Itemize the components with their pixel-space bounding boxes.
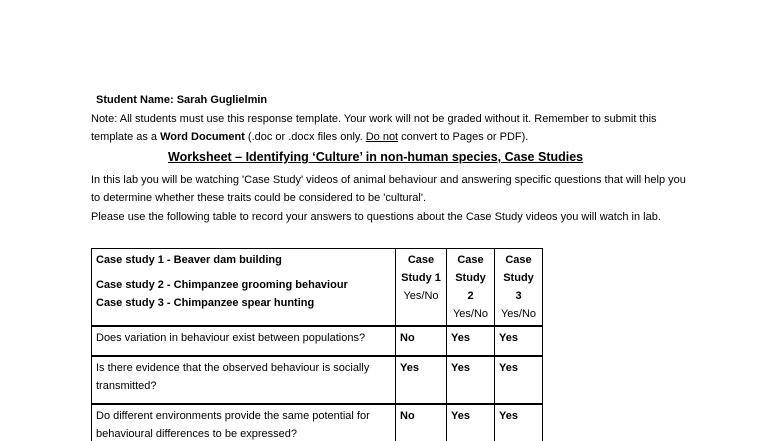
note-do-not: Do not — [365, 131, 399, 143]
column-header-case-study-1 — [396, 249, 447, 327]
column-header-text: Case — [457, 254, 484, 266]
intro-line-1: In this lab you will be watching 'Case Study' videos of animal behaviour and answering specific questions that will help you — [91, 174, 686, 186]
table-header-row — [92, 249, 543, 327]
answer-cell[interactable]: Yes — [396, 356, 447, 404]
note-prefix: template as a — [91, 131, 161, 143]
question-text-continued: transmitted? — [96, 380, 157, 392]
question-cell — [92, 356, 396, 404]
note-mid: (.doc or .docx files only. — [244, 131, 366, 143]
column-header-text: Study 3 — [503, 272, 534, 302]
column-header-subtext: Yes/No — [452, 308, 489, 320]
student-name-value: Sarah Guglielmin — [176, 94, 268, 106]
answer-cell[interactable]: No — [396, 326, 447, 356]
answer-cell[interactable]: Yes — [447, 326, 495, 356]
column-header-subtext: Yes/No — [500, 308, 537, 320]
note-line-2 — [91, 130, 528, 144]
question-text-continued: behavioural differences to be expressed? — [96, 428, 297, 440]
column-header-case-study-3 — [495, 249, 543, 327]
note-word-document: Word Document — [160, 131, 245, 143]
answer-cell[interactable]: Yes — [495, 356, 543, 404]
column-header-text: Case — [505, 254, 532, 266]
student-name-line — [96, 93, 267, 107]
note-suffix: convert to Pages or PDF). — [398, 131, 529, 143]
question-cell — [92, 404, 396, 441]
case-study-3-label: Case study 3 - Chimpanzee spear hunting — [96, 297, 315, 309]
intro-line-3: Please use the following table to record your answers to questions about the Case Study videos you will watch in lab. — [91, 211, 661, 223]
table-row — [92, 404, 543, 441]
answer-cell[interactable]: Yes — [447, 404, 495, 441]
question-cell — [92, 326, 396, 356]
column-header-text: Study 2 — [455, 272, 486, 302]
case-study-2-label: Case study 2 - Chimpanzee grooming behaviour — [96, 279, 348, 291]
answer-cell[interactable]: No — [396, 404, 447, 441]
case-study-table — [91, 248, 543, 441]
answer-cell[interactable]: Yes — [495, 326, 543, 356]
student-name-label: Student Name: — [96, 94, 174, 106]
question-text: Does variation in behaviour exist between populations? — [96, 332, 366, 344]
question-text: Is there evidence that the observed behaviour is socially — [96, 362, 370, 374]
table-row — [92, 356, 543, 404]
intro-line-2: to determine whether these traits could be considered to be 'cultural'. — [91, 192, 427, 204]
column-header-text: Study 1 — [401, 272, 441, 284]
column-header-case-study-2 — [447, 249, 495, 327]
table-row — [92, 326, 543, 356]
column-header-subtext: Yes/No — [403, 290, 439, 302]
answer-cell[interactable]: Yes — [495, 404, 543, 441]
case-study-1-label: Case study 1 - Beaver dam building — [96, 254, 282, 266]
question-text: Do different environments provide the same potential for — [96, 410, 370, 422]
answer-cell[interactable]: Yes — [447, 356, 495, 404]
note-line-1: Note: All students must use this response template. Your work will not be graded without it. Remember to submit this — [91, 113, 657, 125]
case-studies-cell — [92, 249, 396, 327]
column-header-text: Case — [407, 254, 435, 266]
worksheet-title: Worksheet – Identifying ‘Culture’ in non-human species, Case Studies — [168, 150, 584, 164]
